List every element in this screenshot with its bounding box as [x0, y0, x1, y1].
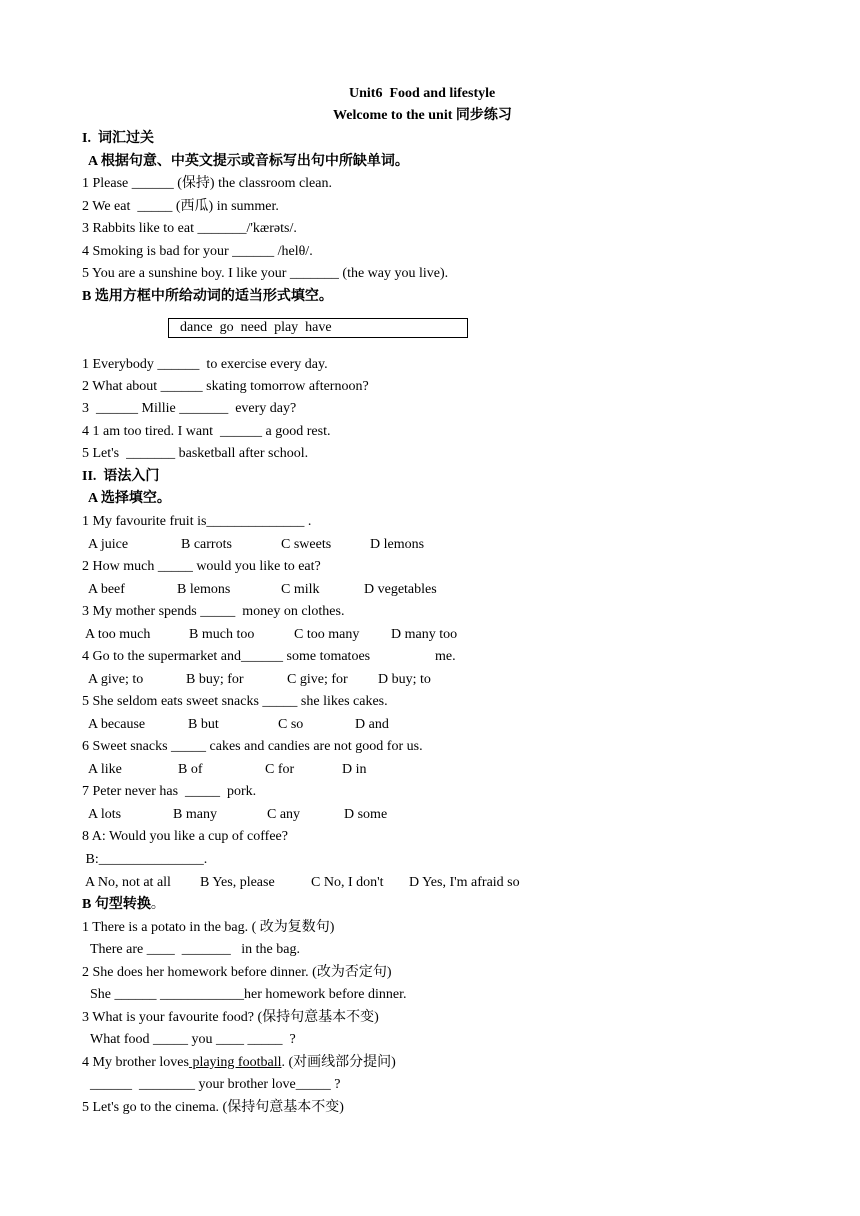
- vocab-item: 5 You are a sunshine boy. I like your _______ (the way you live).: [82, 266, 449, 281]
- transform-question: 1 There is a potato in the bag. ( 改为复数句): [82, 920, 335, 935]
- word-box-words: dance go need play have: [180, 320, 332, 335]
- vocab-item: 4 Smoking is bad for your ______ /helθ/.: [82, 244, 313, 259]
- mc-option: A juice: [88, 537, 129, 552]
- mc-option: A because: [88, 717, 146, 732]
- mc-option: C milk: [281, 582, 320, 597]
- section-2a-heading: A 选择填空。: [88, 491, 171, 506]
- worksheet-title: Unit6 Food and lifestyle: [349, 86, 496, 101]
- section-2b-heading-bold: B 句型转换: [82, 897, 151, 912]
- mc-option: C too many: [294, 627, 360, 642]
- mc-answer-line: B:_______________.: [82, 852, 208, 867]
- transform-answer: There are ____ _______ in the bag.: [90, 942, 300, 957]
- mc-question: 5 She seldom eats sweet snacks _____ she likes cakes.: [82, 694, 388, 709]
- mc-option: B much too: [189, 627, 255, 642]
- mc-question: 3 My mother spends _____ money on clothes.: [82, 604, 345, 619]
- mc-option: A No, not at all: [85, 875, 171, 890]
- transform-question: 3 What is your favourite food? (保持句意基本不变): [82, 1010, 379, 1025]
- transform-answer: ______ ________ your brother love_____ ?: [90, 1077, 341, 1092]
- mc-question: 7 Peter never has _____ pork.: [82, 784, 257, 799]
- mc-option: D lemons: [370, 537, 425, 552]
- mc-option: A beef: [88, 582, 125, 597]
- transform-question-start: 4 My brother loves: [82, 1055, 189, 1070]
- mc-option: B carrots: [181, 537, 232, 552]
- verb-item: 1 Everybody ______ to exercise every day.: [82, 357, 328, 372]
- mc-option: A too much: [85, 627, 151, 642]
- section-2b-heading: [82, 897, 165, 913]
- mc-option: C so: [278, 717, 304, 732]
- section-2b-heading-end: 。: [150, 897, 165, 912]
- mc-question: 1 My favourite fruit is______________ .: [82, 514, 312, 529]
- transform-question-end: . (对画线部分提问): [281, 1055, 396, 1070]
- transform-answer: She ______ ____________her homework before dinner.: [90, 987, 407, 1002]
- mc-option: C any: [267, 807, 301, 822]
- mc-option: D many too: [391, 627, 458, 642]
- mc-question: 4 Go to the supermarket and______ some tomatoes: [82, 649, 371, 664]
- mc-question: 8 A: Would you like a cup of coffee?: [82, 829, 288, 844]
- verb-item: 3 ______ Millie _______ every day?: [82, 401, 297, 416]
- mc-option: B Yes, please: [200, 875, 275, 890]
- transform-question: [82, 1055, 396, 1071]
- mc-question: 6 Sweet snacks _____ cakes and candies are not good for us.: [82, 739, 423, 754]
- vocab-item: 1 Please ______ (保持) the classroom clean.: [82, 176, 332, 191]
- verb-item: 4 1 am too tired. I want ______ a good rest.: [82, 424, 331, 439]
- mc-option: A like: [88, 762, 122, 777]
- section-2-heading: II. 语法入门: [82, 469, 160, 484]
- mc-option: C give; for: [287, 672, 348, 687]
- vocab-item: 3 Rabbits like to eat _______/'kærəts/.: [82, 221, 297, 236]
- mc-option: D some: [344, 807, 388, 822]
- mc-option: A give; to: [88, 672, 144, 687]
- mc-option: C sweets: [281, 537, 332, 552]
- transform-question: 2 She does her homework before dinner. (改为否定句): [82, 965, 392, 980]
- verb-item: 5 Let's _______ basketball after school.: [82, 446, 309, 461]
- mc-option: D buy; to: [378, 672, 431, 687]
- mc-option: A lots: [88, 807, 122, 822]
- mc-option: B buy; for: [186, 672, 244, 687]
- worksheet-subtitle: Welcome to the unit 同步练习: [333, 108, 512, 123]
- mc-option: D in: [342, 762, 367, 777]
- verb-item: 2 What about ______ skating tomorrow afternoon?: [82, 379, 369, 394]
- mc-option: B of: [178, 762, 203, 777]
- mc-question-tail: me.: [435, 649, 456, 664]
- mc-option: D Yes, I'm afraid so: [409, 875, 520, 890]
- mc-option: B lemons: [177, 582, 231, 597]
- section-1-heading: I. 词汇过关: [82, 131, 154, 146]
- mc-option: C for: [265, 762, 295, 777]
- mc-option: B many: [173, 807, 217, 822]
- transform-answer: What food _____ you ____ _____ ?: [90, 1032, 296, 1047]
- mc-option: B but: [188, 717, 219, 732]
- mc-option: D vegetables: [364, 582, 437, 597]
- section-1b-heading: B 选用方框中所给动词的适当形式填空。: [82, 289, 333, 304]
- mc-question: 2 How much _____ would you like to eat?: [82, 559, 321, 574]
- vocab-item: 2 We eat _____ (西瓜) in summer.: [82, 199, 279, 214]
- transform-question: 5 Let's go to the cinema. (保持句意基本不变): [82, 1100, 344, 1115]
- mc-option: C No, I don't: [311, 875, 384, 890]
- section-1a-heading: A 根据句意、中英文提示或音标写出句中所缺单词。: [88, 154, 409, 169]
- mc-option: D and: [355, 717, 389, 732]
- underlined-phrase: playing football: [188, 1055, 282, 1070]
